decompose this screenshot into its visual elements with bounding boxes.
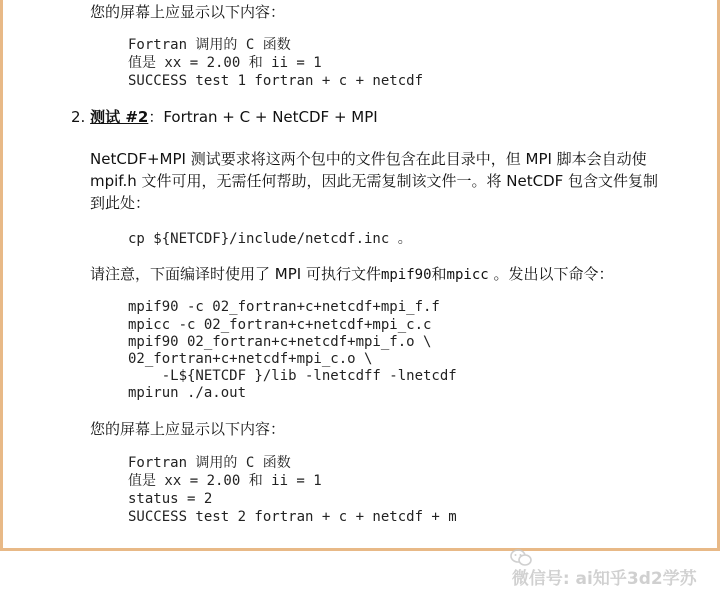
section2-title-rest: ：Fortran + C + NetCDF + MPI	[148, 108, 378, 126]
copy-command: cp ${NETCDF}/include/netcdf.inc 。	[128, 231, 412, 247]
command-line-5: -L${NETCDF }/lib -lnetcdff -lnetcdf	[128, 368, 457, 384]
watermark-text: 微信号: ai知乎3d2学苏	[511, 569, 697, 589]
note-suffix: 。发出以下命令：	[488, 265, 614, 283]
command-line-2: mpicc -c 02_fortran+c+netcdf+mpi_c.c	[128, 317, 432, 333]
command-line-1: mpif90 -c 02_fortran+c+netcdf+mpi_f.f	[128, 299, 440, 315]
section2-title-bold: 测试 #2	[90, 108, 149, 126]
section1-output-line-3: SUCCESS test 1 fortran + c + netcdf	[128, 73, 424, 89]
wechat-icon	[486, 529, 508, 547]
section2-output-line-3: status = 2	[128, 491, 213, 507]
section2-number: 2.	[71, 108, 86, 126]
note-and: 和	[431, 265, 447, 283]
command-line-4: 02_fortran+c+netcdf+mpi_c.o \	[128, 351, 373, 367]
note-cmd-mpicc: mpicc	[446, 267, 489, 283]
section2-output-line-1: Fortran 调用的 C 函数	[128, 455, 291, 471]
section2-para-line-1: NetCDF+MPI 测试要求将这两个包中的文件包含在此目录中，但 MPI 脚本会自动使	[90, 150, 647, 168]
command-line-3: mpif90 02_fortran+c+netcdf+mpi_f.o \	[128, 334, 432, 350]
section1-output-line-1: Fortran 调用的 C 函数	[128, 37, 291, 53]
section2-heading	[71, 108, 378, 126]
watermark	[474, 509, 697, 589]
command-line-6: mpirun ./a.out	[128, 385, 247, 401]
section2-intro2: 您的屏幕上应显示以下内容：	[90, 420, 286, 438]
note-cmd-mpif90: mpif90	[380, 267, 432, 283]
section2-para-line-2: mpif.h 文件可用，无需任何帮助，因此无需复制该文件一。将 NetCDF 包含文件复制	[90, 172, 659, 190]
section1-intro: 您的屏幕上应显示以下内容：	[90, 3, 286, 21]
note-prefix: 请注意，下面编译时使用了 MPI 可执行文件	[90, 265, 381, 283]
compile-note	[90, 265, 613, 284]
section2-output-line-2: 值是 xx = 2.00 和 ii = 1	[128, 473, 322, 489]
section2-para-line-3: 到此处：	[90, 194, 151, 212]
section2-output-line-4: SUCCESS test 2 fortran + c + netcdf + m	[128, 509, 457, 525]
section1-output-line-2: 值是 xx = 2.00 和 ii = 1	[128, 55, 322, 71]
